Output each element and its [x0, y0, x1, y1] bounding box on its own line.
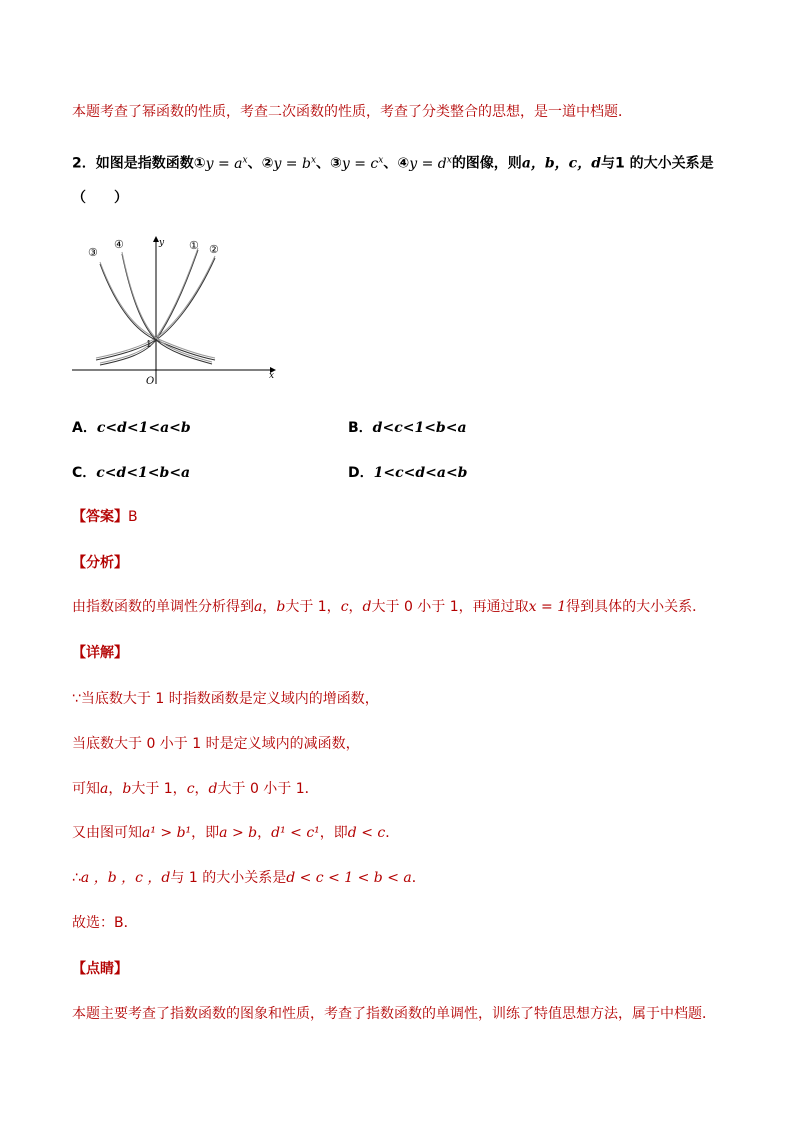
detail-line-6: 故选：B．: [72, 915, 138, 931]
axis-y-label: y: [159, 238, 165, 248]
sep-1: 、②: [247, 155, 274, 172]
function-4: $y = d^x$: [409, 155, 452, 172]
intercept-label: 1: [146, 340, 152, 350]
curve-label-3: ③: [88, 246, 98, 259]
detail-line-4: 又由图可知a¹ > b¹，即a > b，d¹ < c¹，即d < c．: [72, 825, 400, 841]
question-text-after: 的图像，则: [451, 155, 522, 172]
comment-text: 本题主要考查了指数函数的图象和性质，考查了指数函数的单调性，训练了特值思想方法，属于中档题．: [72, 1006, 716, 1022]
question-number: 2．: [72, 155, 96, 172]
curve-label-2: ②: [209, 243, 219, 256]
detail-line-2: 当底数大于 0 小于 1 时是定义域内的减函数，: [72, 736, 360, 752]
intro-summary: 本题考查了幂函数的性质，考查二次函数的性质，考查了分类整合的思想，是一道中档题．: [72, 104, 632, 120]
function-1: $y = a^x$: [205, 155, 248, 172]
detail-line-5: ∴a ，b ，c ，d与 1 的大小关系是d < c < 1 < b < a．: [72, 870, 426, 886]
option-a[interactable]: A．c<d<1<a<b: [72, 420, 191, 436]
answer-line: [72, 507, 138, 527]
answer-value: B: [128, 509, 138, 525]
question-stem: [72, 150, 714, 174]
function-3: $y = c^x$: [341, 155, 384, 172]
detail-line-3: 可知a，b大于 1，c，d大于 0 小于 1．: [72, 781, 319, 797]
question-text-end: 与1 的大小关系是: [601, 155, 714, 172]
function-2: $y = b^x$: [273, 155, 317, 172]
option-d[interactable]: D．1<c<d<a<b: [348, 465, 468, 481]
sep-2: 、③: [316, 155, 342, 172]
question-text-before: 如图是指数函数①: [95, 155, 206, 172]
origin-label: O: [146, 376, 155, 387]
curve-label-4: ④: [114, 238, 124, 251]
question-paren: （ ）: [72, 190, 128, 206]
exponential-graph: [70, 232, 280, 387]
option-c[interactable]: C．c<d<1<b<a: [72, 465, 191, 481]
sep-3: 、④: [383, 155, 410, 172]
detail-line-1: ∵当底数大于 1 时指数函数是定义域内的增函数，: [72, 691, 379, 707]
analysis-text: 由指数函数的单调性分析得到a，b大于 1，c，d大于 0 小于 1，再通过取x = 1得到具体的大小关系．: [72, 599, 707, 615]
detail-tag: 【详解】: [72, 645, 128, 661]
answer-tag: 【答案】: [72, 509, 128, 525]
axis-x-label: x: [269, 371, 275, 381]
option-b[interactable]: B．d<c<1<b<a: [348, 420, 467, 436]
question-vars: a，b，c，d: [521, 155, 601, 172]
curve-label-1: ①: [189, 239, 199, 252]
analysis-tag: 【分析】: [72, 555, 128, 571]
comment-tag: 【点睛】: [72, 961, 128, 977]
